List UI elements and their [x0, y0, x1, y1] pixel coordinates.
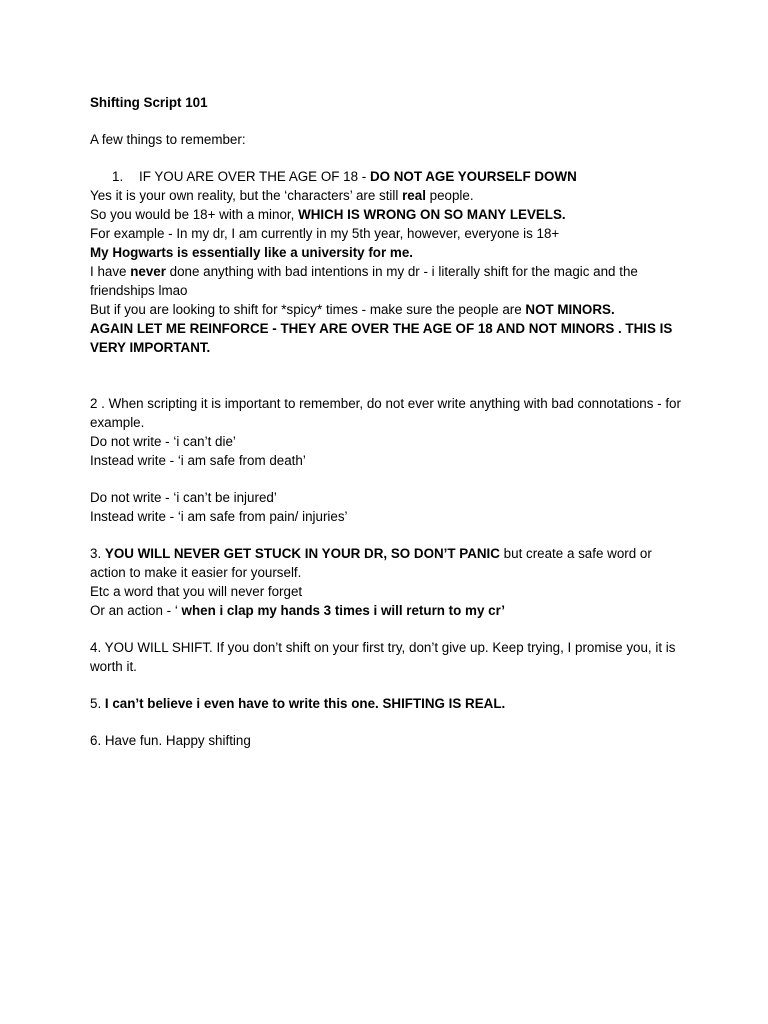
item-2-line-4: Do not write - ‘i can’t be injured’	[90, 490, 277, 505]
item-1-line-5-a: I have	[90, 264, 131, 279]
item-3-rest: but create a safe word or action to make it easier for yourself.	[90, 546, 652, 580]
item-3-line-1	[90, 544, 690, 582]
item-1-line-2-a: So you would be 18+ with a minor,	[90, 207, 299, 222]
item-3-line-2: Etc a word that you will never forget	[90, 584, 303, 599]
item-2-line-2: Do not write - ‘i can’t die’	[90, 434, 236, 449]
item-1-line-1	[90, 186, 690, 205]
item-1-heading	[90, 167, 690, 186]
document-page	[90, 93, 690, 750]
item-1-line-1-a: Yes it is your own reality, but the ‘characters’ are still	[90, 188, 403, 203]
intro-text: A few things to remember:	[90, 132, 246, 147]
item-1-line-2-bold: WHICH IS WRONG ON SO MANY LEVELS.	[298, 207, 566, 222]
item-1-line-5	[90, 262, 690, 300]
item-1-line-5-bold: never	[130, 264, 166, 279]
item-1-line-7: AGAIN LET ME REINFORCE - THEY ARE OVER THE AGE OF 18 AND NOT MINORS . THIS IS VERY IMPORTANT.	[90, 321, 673, 355]
item-1-line-2	[90, 205, 690, 224]
item-1-line-3: For example - In my dr, I am currently in my 5th year, however, everyone is 18+	[90, 226, 560, 241]
document-title: Shifting Script 101	[90, 95, 208, 110]
item-1-number: 1.	[112, 169, 124, 184]
item-3-number: 3.	[90, 546, 105, 561]
item-1-line-6-bold: NOT MINORS.	[525, 302, 615, 317]
item-6-text: 6. Have fun. Happy shifting	[90, 733, 251, 748]
item-1-line-4: My Hogwarts is essentially like a university for me.	[90, 245, 413, 260]
item-1-line-5-c: done anything with bad intentions in my dr - i literally shift for the magic and the friendships lmao	[90, 264, 638, 298]
item-2-line-3: Instead write - ‘i am safe from death’	[90, 453, 306, 468]
item-1-line-6-a: But if you are looking to shift for *spicy* times - make sure the people are	[90, 302, 526, 317]
item-5-text	[90, 694, 690, 713]
item-3-line-3-a: Or an action - ‘	[90, 603, 182, 618]
item-2-line-5: Instead write - ‘i am safe from pain/ injuries’	[90, 509, 348, 524]
item-3-line-3-bold: when i clap my hands 3 times i will return to my cr’	[181, 603, 505, 618]
item-1-line-6	[90, 300, 690, 319]
item-1-heading-plain: IF YOU ARE OVER THE AGE OF 18 -	[139, 169, 370, 184]
item-5-number: 5.	[90, 696, 105, 711]
item-2-intro: 2 . When scripting it is important to remember, do not ever write anything with bad connotations - for example.	[90, 396, 681, 430]
item-1-line-1-c: people.	[425, 188, 474, 203]
item-3-bold: YOU WILL NEVER GET STUCK IN YOUR DR, SO DON’T PANIC	[104, 546, 500, 561]
item-4-text: 4. YOU WILL SHIFT. If you don’t shift on your first try, don’t give up. Keep trying, I promise you, it is worth it.	[90, 640, 676, 674]
item-5-bold: I can’t believe i even have to write this one. SHIFTING IS REAL.	[104, 696, 506, 711]
item-3-line-3	[90, 601, 690, 620]
item-1-line-1-bold: real	[402, 188, 426, 203]
item-1-heading-bold: DO NOT AGE YOURSELF DOWN	[369, 169, 577, 184]
